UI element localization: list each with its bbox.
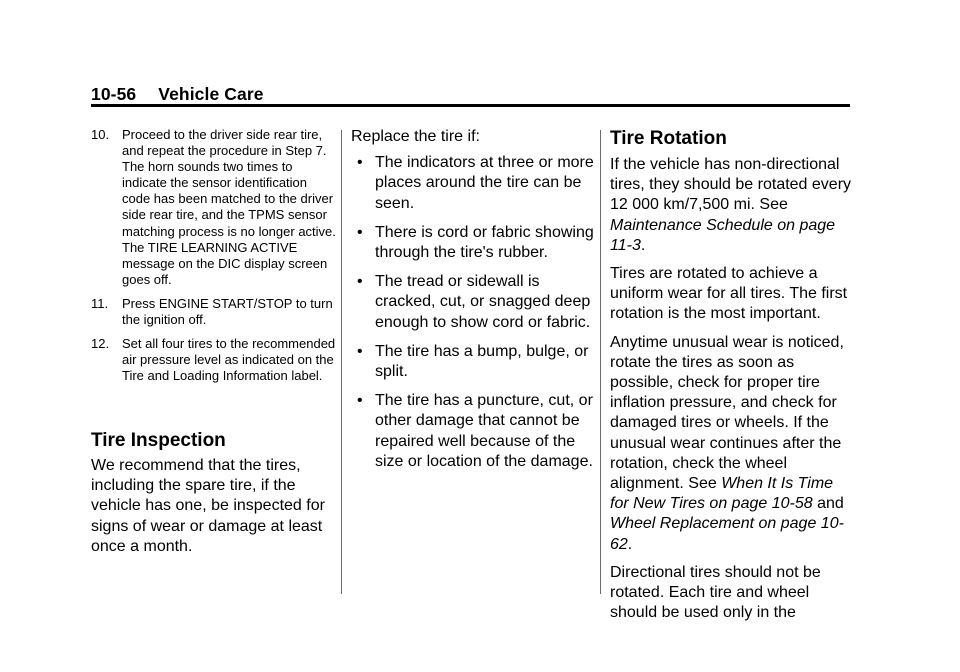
page-header: [91, 84, 264, 105]
procedure-steps: [91, 127, 336, 392]
rotation-paragraph-4: Directional tires should not be rotated. Each tire and wheel should be used only in the: [610, 563, 821, 622]
header-rule: [91, 104, 850, 107]
list-item-text: The tire has a bump, bulge, or split.: [375, 342, 589, 381]
page-number: 10-56: [91, 84, 137, 104]
bullet-icon: •: [357, 273, 363, 291]
step-number: 12.: [91, 336, 110, 352]
maintenance-schedule-link[interactable]: Maintenance Schedule on page 11-3: [610, 216, 836, 254]
section-title: Vehicle Care: [158, 84, 264, 104]
bullet-icon: •: [357, 392, 363, 410]
rotation-paragraph-1: [610, 155, 855, 256]
replace-conditions-list: [351, 153, 596, 472]
bullet-icon: •: [357, 342, 363, 360]
list-item-text: There is cord or fabric showing through the tire's rubber.: [375, 223, 594, 262]
list-item: [351, 272, 596, 333]
rotation-p1-end: .: [640, 236, 646, 254]
bullet-icon: •: [357, 154, 363, 172]
list-item: [351, 223, 596, 263]
step-item: [91, 336, 336, 384]
new-tires-link[interactable]: When It Is Time for New Tires on page 10-58: [610, 475, 834, 513]
column-divider-1: [341, 130, 342, 594]
replace-tire-section: [351, 127, 596, 481]
step-item: [91, 127, 336, 288]
tire-inspection-text: We recommend that the tires, including the spare tire, if the vehicle has one, be inspected for signs of wear or damage at least once a month.: [91, 457, 325, 555]
step-text: Proceed to the driver side rear tire, and repeat the procedure in Step 7. The horn sounds two times to indicate the sensor identification code has been matched to the driver side rear tire, and the TPMS sensor matching process is no longer active. The TIRE LEARNING ACTIVE message on the DIC display screen goes off.: [122, 127, 336, 287]
tire-rotation-heading: Tire Rotation: [610, 128, 727, 149]
list-item-text: The tread or sidewall is cracked, cut, or snagged deep enough to show cord or fabric.: [375, 273, 591, 331]
rotation-paragraph-2: Tires are rotated to achieve a uniform wear for all tires. The first rotation is the most important.: [610, 265, 848, 323]
tire-rotation-section: [610, 155, 855, 631]
rotation-p1-text: If the vehicle has non-directional tires, they should be rotated every 12 000 km/7,500 mi. See: [610, 156, 852, 214]
list-item-text: The indicators at three or more places around the tire can be seen.: [375, 154, 594, 212]
tire-inspection-heading: Tire Inspection: [91, 430, 226, 451]
list-item: [351, 342, 596, 382]
bullet-icon: •: [357, 223, 363, 241]
replace-intro: Replace the tire if:: [351, 128, 480, 145]
step-number: 11.: [91, 295, 109, 311]
column-divider-2: [600, 130, 601, 594]
rotation-paragraph-3: [610, 333, 855, 555]
step-text: Set all four tires to the recommended air pressure level as indicated on the Tire and Loading Information label.: [122, 336, 336, 384]
list-item-text: The tire has a puncture, cut, or other damage that cannot be repaired well because of the size or location of the damage.: [375, 392, 593, 470]
step-item: [91, 296, 336, 328]
rotation-p3-and: and: [817, 495, 844, 513]
wheel-replacement-link[interactable]: Wheel Replacement on page 10-62: [610, 515, 844, 553]
list-item: [351, 153, 596, 214]
rotation-p3-text: Anytime unusual wear is noticed, rotate the tires as soon as possible, check for proper tire inflation pressure, and check for damaged tires or wheels. If the unusual wear continues after the rotation, check the wheel alignment. See: [610, 333, 844, 493]
step-text: Press ENGINE START/STOP to turn the ignition off.: [122, 295, 333, 328]
rotation-p3-end: .: [627, 535, 633, 553]
list-item: [351, 391, 596, 472]
step-number: 10.: [91, 127, 110, 142]
